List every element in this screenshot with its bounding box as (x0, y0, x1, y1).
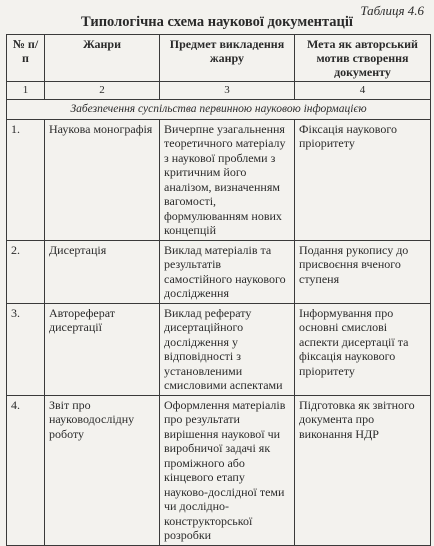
row-genre: Наукова монографія (45, 119, 160, 240)
row-number: 2. (7, 240, 45, 303)
row-genre: Автореферат дисертації (45, 303, 160, 395)
section-heading: Забезпечення суспільства первинною науковою інформацією (7, 100, 431, 120)
row-subject: Оформлення матеріалів про результати вирішення наукової чи виробничої задачі як проміжного або кінцевого етапу науково-дослідної теми чи дослідно-конструкторської розробки (160, 395, 295, 545)
table-row (7, 303, 431, 395)
table-caption: Таблиця 4.6 (360, 3, 424, 18)
row-goal: Інформування про основні смислові аспекти дисертації та фіксація наукового пріоритету (295, 303, 431, 395)
row-number: 3. (7, 303, 45, 395)
section-row (7, 100, 431, 120)
row-subject: Виклад реферату дисертаційного дослідження у відповідності з установленими смисловими аспектами (160, 303, 295, 395)
column-number: 3 (160, 82, 295, 100)
table-row (7, 240, 431, 303)
column-number-row (7, 82, 431, 100)
row-genre: Звіт про науководослідну роботу (45, 395, 160, 545)
table-row (7, 119, 431, 240)
table-title: Типологічна схема наукової документації (81, 14, 353, 30)
header-number: № п/п (7, 35, 45, 82)
column-number: 1 (7, 82, 45, 100)
header-genre: Жанри (45, 35, 160, 82)
column-number: 2 (45, 82, 160, 100)
row-number: 4. (7, 395, 45, 545)
column-number: 4 (295, 82, 431, 100)
row-goal: Фіксація наукового пріоритету (295, 119, 431, 240)
header-subject: Предмет викладення жанру (160, 35, 295, 82)
header-row (7, 35, 431, 82)
header-goal: Мета як авторський мотив створення документу (295, 35, 431, 82)
row-genre: Дисертація (45, 240, 160, 303)
row-goal: Підготовка як звітного документа про виконання НДР (295, 395, 431, 545)
row-number: 1. (7, 119, 45, 240)
row-subject: Вичерпне узагальнення теоретичного матеріалу з наукової проблеми з критичним його аналізом, визначенням вагомості, формулюванням нових концепцій (160, 119, 295, 240)
table-row (7, 395, 431, 545)
row-goal: Подання рукопису до присвоєння вченого ступеня (295, 240, 431, 303)
typology-table (6, 34, 431, 546)
row-subject: Виклад матеріалів та результатів самостійного наукового дослідження (160, 240, 295, 303)
